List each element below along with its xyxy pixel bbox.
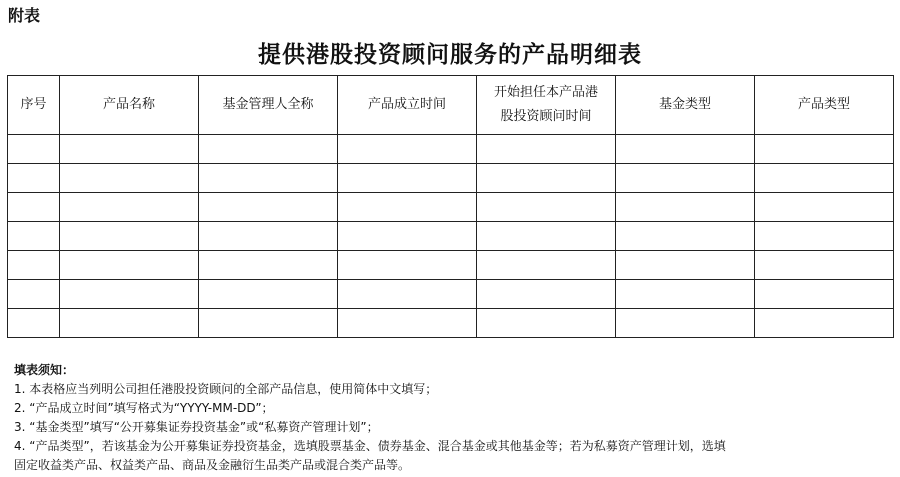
- table-body: [8, 135, 894, 338]
- header-advisor-start-date-line1: 开始担任本产品港: [493, 85, 598, 100]
- table-header-row: [8, 76, 894, 135]
- table-cell: [8, 193, 60, 222]
- table-cell: [199, 164, 338, 193]
- table-cell: [755, 164, 894, 193]
- table-row: [8, 193, 894, 222]
- table-cell: [616, 193, 755, 222]
- header-inception-date: 产品成立时间: [338, 76, 477, 135]
- table-row: [8, 309, 894, 338]
- table-cell: [755, 309, 894, 338]
- table-cell: [199, 135, 338, 164]
- table-cell: [755, 193, 894, 222]
- table-cell: [338, 135, 477, 164]
- table-cell: [477, 309, 616, 338]
- table-cell: [616, 164, 755, 193]
- table-cell: [477, 222, 616, 251]
- header-product-name: 产品名称: [60, 76, 199, 135]
- table-row: [8, 251, 894, 280]
- table-cell: [60, 222, 199, 251]
- table-cell: [8, 164, 60, 193]
- table-cell: [616, 280, 755, 309]
- table-cell: [8, 251, 60, 280]
- instruction-item: 2. “产品成立时间”填写格式为“YYYY-MM-DD”；: [14, 401, 274, 415]
- table-row: [8, 222, 894, 251]
- instruction-item: 3. “基金类型”填写“公开募集证券投资基金”或“私募资产管理计划”；: [14, 420, 379, 434]
- table-cell: [8, 280, 60, 309]
- instruction-item: 4. “产品类型”，若该基金为公开募集证券投资基金，选填股票基金、债券基金、混合基金或其他基金等；若为私募资产管理计划，选填: [14, 439, 726, 453]
- header-fund-type: 基金类型: [616, 76, 755, 135]
- table-cell: [60, 280, 199, 309]
- table-cell: [477, 251, 616, 280]
- header-fund-manager: 基金管理人全称: [199, 76, 338, 135]
- table-cell: [755, 222, 894, 251]
- table-row: [8, 280, 894, 309]
- table-cell: [616, 135, 755, 164]
- filling-instructions: [14, 361, 894, 475]
- instruction-item-continued: 固定收益类产品、权益类产品、商品及金融衍生品类产品或混合类产品等。: [14, 458, 411, 472]
- table-cell: [338, 251, 477, 280]
- header-product-type: 产品类型: [755, 76, 894, 135]
- table-cell: [616, 222, 755, 251]
- table-cell: [60, 251, 199, 280]
- table-cell: [477, 193, 616, 222]
- table-cell: [338, 222, 477, 251]
- instructions-heading: 填表须知：: [14, 363, 75, 377]
- table-cell: [477, 164, 616, 193]
- table-cell: [60, 309, 199, 338]
- appendix-label: 附表: [8, 6, 41, 25]
- table-cell: [60, 164, 199, 193]
- table-cell: [199, 309, 338, 338]
- table-row: [8, 135, 894, 164]
- header-advisor-start-date-line2: 股投资顾问时间: [500, 109, 592, 124]
- table-cell: [616, 251, 755, 280]
- table-cell: [199, 280, 338, 309]
- table-row: [8, 164, 894, 193]
- table-cell: [338, 193, 477, 222]
- header-index: 序号: [8, 76, 60, 135]
- table-cell: [8, 309, 60, 338]
- table-cell: [199, 222, 338, 251]
- table-cell: [755, 251, 894, 280]
- table-cell: [477, 135, 616, 164]
- table-cell: [338, 164, 477, 193]
- table-cell: [338, 309, 477, 338]
- instruction-item: 1. 本表格应当列明公司担任港股投资顾问的全部产品信息，使用简体中文填写；: [14, 382, 438, 396]
- table-cell: [616, 309, 755, 338]
- table-cell: [60, 193, 199, 222]
- table-cell: [755, 135, 894, 164]
- product-detail-table: [7, 75, 894, 338]
- table-cell: [60, 135, 199, 164]
- table-cell: [199, 251, 338, 280]
- header-advisor-start-date: [477, 76, 616, 135]
- table-cell: [8, 135, 60, 164]
- table-cell: [755, 280, 894, 309]
- table-cell: [477, 280, 616, 309]
- table-cell: [338, 280, 477, 309]
- table-cell: [199, 193, 338, 222]
- page-title: 提供港股投资顾问服务的产品明细表: [258, 42, 642, 68]
- table-cell: [8, 222, 60, 251]
